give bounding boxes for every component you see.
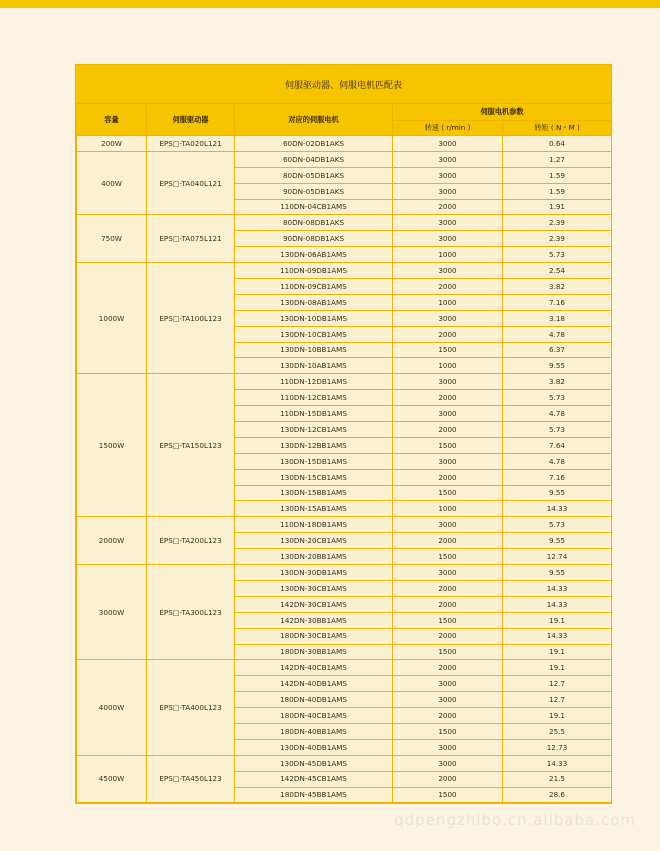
speed-cell: 3000 xyxy=(393,406,503,422)
motor-model-cell: 130DN-10DB1AMS xyxy=(235,310,393,326)
header-motor: 对应的伺服电机 xyxy=(235,104,393,136)
motor-model-cell: 110DN-04CB1AMS xyxy=(235,199,393,215)
speed-cell: 3000 xyxy=(393,692,503,708)
speed-cell: 2000 xyxy=(393,771,503,787)
speed-cell: 2000 xyxy=(393,326,503,342)
driver-cell: EPS□-TA400L123 xyxy=(147,660,235,755)
speed-cell: 2000 xyxy=(393,390,503,406)
speed-cell: 1500 xyxy=(393,485,503,501)
speed-cell: 3000 xyxy=(393,453,503,469)
motor-model-cell: 142DN-40CB1AMS xyxy=(235,660,393,676)
torque-cell: 19.1 xyxy=(503,708,612,724)
torque-cell: 19.1 xyxy=(503,660,612,676)
motor-model-cell: 142DN-45CB1AMS xyxy=(235,771,393,787)
table-title: 伺服驱动器、伺服电机匹配表 xyxy=(76,65,611,103)
speed-cell: 2000 xyxy=(393,422,503,438)
driver-cell: EPS□-TA100L123 xyxy=(147,263,235,374)
torque-cell: 9.55 xyxy=(503,565,612,581)
motor-model-cell: 80DN-08DB1AKS xyxy=(235,215,393,231)
motor-model-cell: 130DN-15DB1AMS xyxy=(235,453,393,469)
torque-cell: 21.5 xyxy=(503,771,612,787)
motor-model-cell: 142DN-30BB1AMS xyxy=(235,612,393,628)
speed-cell: 3000 xyxy=(393,151,503,167)
speed-cell: 3000 xyxy=(393,755,503,771)
speed-cell: 1000 xyxy=(393,247,503,263)
torque-cell: 9.55 xyxy=(503,485,612,501)
torque-cell: 19.1 xyxy=(503,612,612,628)
motor-model-cell: 80DN-05DB1AKS xyxy=(235,167,393,183)
speed-cell: 1500 xyxy=(393,644,503,660)
torque-cell: 7.16 xyxy=(503,469,612,485)
speed-cell: 2000 xyxy=(393,469,503,485)
motor-model-cell: 130DN-10CB1AMS xyxy=(235,326,393,342)
motor-model-cell: 130DN-20CB1AMS xyxy=(235,533,393,549)
motor-model-cell: 142DN-40DB1AMS xyxy=(235,676,393,692)
speed-cell: 1000 xyxy=(393,358,503,374)
capacity-cell: 1500W xyxy=(77,374,147,517)
speed-cell: 3000 xyxy=(393,167,503,183)
torque-cell: 12.73 xyxy=(503,739,612,755)
header-speed: 转速 ( r/min ) xyxy=(393,121,503,136)
torque-cell: 12.7 xyxy=(503,692,612,708)
capacity-cell: 2000W xyxy=(77,517,147,565)
speed-cell: 1500 xyxy=(393,549,503,565)
motor-model-cell: 180DN-40BB1AMS xyxy=(235,723,393,739)
speed-cell: 3000 xyxy=(393,565,503,581)
torque-cell: 3.82 xyxy=(503,374,612,390)
motor-model-cell: 130DN-06AB1AMS xyxy=(235,247,393,263)
capacity-cell: 4500W xyxy=(77,755,147,803)
table-body xyxy=(77,136,612,803)
motor-model-cell: 110DN-09CB1AMS xyxy=(235,279,393,295)
speed-cell: 1500 xyxy=(393,437,503,453)
speed-cell: 3000 xyxy=(393,183,503,199)
motor-model-cell: 180DN-40DB1AMS xyxy=(235,692,393,708)
speed-cell: 2000 xyxy=(393,660,503,676)
torque-cell: 25.5 xyxy=(503,723,612,739)
capacity-cell: 400W xyxy=(77,151,147,215)
top-band xyxy=(0,0,660,8)
speed-cell: 1500 xyxy=(393,723,503,739)
torque-cell: 7.64 xyxy=(503,437,612,453)
motor-model-cell: 130DN-12BB1AMS xyxy=(235,437,393,453)
torque-cell: 1.59 xyxy=(503,183,612,199)
driver-cell: EPS□-TA020L121 xyxy=(147,136,235,152)
motor-model-cell: 110DN-12CB1AMS xyxy=(235,390,393,406)
motor-model-cell: 180DN-30BB1AMS xyxy=(235,644,393,660)
motor-model-cell: 110DN-09DB1AMS xyxy=(235,263,393,279)
motor-model-cell: 60DN-04DB1AKS xyxy=(235,151,393,167)
torque-cell: 9.55 xyxy=(503,358,612,374)
torque-cell: 4.78 xyxy=(503,406,612,422)
driver-cell: EPS□-TA300L123 xyxy=(147,565,235,660)
torque-cell: 3.82 xyxy=(503,279,612,295)
motor-model-cell: 130DN-40DB1AMS xyxy=(235,739,393,755)
table-row xyxy=(77,374,612,390)
speed-cell: 1000 xyxy=(393,294,503,310)
motor-model-cell: 130DN-20BB1AMS xyxy=(235,549,393,565)
torque-cell: 5.73 xyxy=(503,517,612,533)
header-driver: 伺服驱动器 xyxy=(147,104,235,136)
speed-cell: 1000 xyxy=(393,501,503,517)
table-row xyxy=(77,565,612,581)
speed-cell: 3000 xyxy=(393,136,503,152)
table-row xyxy=(77,151,612,167)
speed-cell: 1500 xyxy=(393,342,503,358)
torque-cell: 12.74 xyxy=(503,549,612,565)
motor-model-cell: 90DN-08DB1AKS xyxy=(235,231,393,247)
motor-model-cell: 130DN-15AB1AMS xyxy=(235,501,393,517)
torque-cell: 4.78 xyxy=(503,453,612,469)
motor-model-cell: 130DN-08AB1AMS xyxy=(235,294,393,310)
torque-cell: 14.33 xyxy=(503,755,612,771)
header-params: 伺服电机参数 xyxy=(393,104,612,121)
torque-cell: 2.39 xyxy=(503,215,612,231)
motor-model-cell: 130DN-45DB1AMS xyxy=(235,755,393,771)
torque-cell: 14.33 xyxy=(503,580,612,596)
table-row xyxy=(77,517,612,533)
speed-cell: 2000 xyxy=(393,533,503,549)
table-row xyxy=(77,215,612,231)
speed-cell: 3000 xyxy=(393,263,503,279)
torque-cell: 19.1 xyxy=(503,644,612,660)
speed-cell: 3000 xyxy=(393,374,503,390)
table-row xyxy=(77,660,612,676)
speed-cell: 3000 xyxy=(393,739,503,755)
table-row xyxy=(77,136,612,152)
torque-cell: 14.33 xyxy=(503,596,612,612)
motor-model-cell: 130DN-12CB1AMS xyxy=(235,422,393,438)
speed-cell: 3000 xyxy=(393,517,503,533)
driver-cell: EPS□-TA040L121 xyxy=(147,151,235,215)
torque-cell: 1.27 xyxy=(503,151,612,167)
motor-model-cell: 130DN-10AB1AMS xyxy=(235,358,393,374)
motor-model-cell: 130DN-15BB1AMS xyxy=(235,485,393,501)
speed-cell: 2000 xyxy=(393,596,503,612)
speed-cell: 3000 xyxy=(393,676,503,692)
torque-cell: 28.6 xyxy=(503,787,612,803)
torque-cell: 14.33 xyxy=(503,628,612,644)
speed-cell: 2000 xyxy=(393,580,503,596)
motor-model-cell: 110DN-18DB1AMS xyxy=(235,517,393,533)
torque-cell: 14.33 xyxy=(503,501,612,517)
driver-cell: EPS□-TA450L123 xyxy=(147,755,235,803)
torque-cell: 2.54 xyxy=(503,263,612,279)
capacity-cell: 200W xyxy=(77,136,147,152)
torque-cell: 5.73 xyxy=(503,247,612,263)
capacity-cell: 3000W xyxy=(77,565,147,660)
capacity-cell: 750W xyxy=(77,215,147,263)
speed-cell: 3000 xyxy=(393,215,503,231)
capacity-cell: 1000W xyxy=(77,263,147,374)
watermark: qdpengzhibo.cn.alibaba.com xyxy=(394,811,636,829)
driver-cell: EPS□-TA200L123 xyxy=(147,517,235,565)
motor-model-cell: 180DN-45BB1AMS xyxy=(235,787,393,803)
torque-cell: 1.59 xyxy=(503,167,612,183)
motor-model-cell: 90DN-05DB1AKS xyxy=(235,183,393,199)
torque-cell: 12.7 xyxy=(503,676,612,692)
motor-model-cell: 60DN-02DB1AKS xyxy=(235,136,393,152)
header-capacity: 容量 xyxy=(77,104,147,136)
torque-cell: 7.16 xyxy=(503,294,612,310)
speed-cell: 2000 xyxy=(393,708,503,724)
torque-cell: 6.37 xyxy=(503,342,612,358)
speed-cell: 2000 xyxy=(393,628,503,644)
header-torque: 转矩 ( N・M ) xyxy=(503,121,612,136)
torque-cell: 9.55 xyxy=(503,533,612,549)
match-table-panel xyxy=(75,64,612,804)
motor-model-cell: 130DN-30DB1AMS xyxy=(235,565,393,581)
torque-cell: 5.73 xyxy=(503,390,612,406)
motor-model-cell: 180DN-40CB1AMS xyxy=(235,708,393,724)
torque-cell: 0.64 xyxy=(503,136,612,152)
torque-cell: 5.73 xyxy=(503,422,612,438)
speed-cell: 3000 xyxy=(393,231,503,247)
table-row xyxy=(77,755,612,771)
speed-cell: 2000 xyxy=(393,199,503,215)
motor-model-cell: 142DN-30CB1AMS xyxy=(235,596,393,612)
table-row xyxy=(77,263,612,279)
motor-model-cell: 180DN-30CB1AMS xyxy=(235,628,393,644)
motor-model-cell: 130DN-10BB1AMS xyxy=(235,342,393,358)
capacity-cell: 4000W xyxy=(77,660,147,755)
speed-cell: 1500 xyxy=(393,787,503,803)
speed-cell: 3000 xyxy=(393,310,503,326)
driver-cell: EPS□-TA150L123 xyxy=(147,374,235,517)
motor-model-cell: 130DN-15CB1AMS xyxy=(235,469,393,485)
speed-cell: 2000 xyxy=(393,279,503,295)
motor-model-cell: 110DN-12DB1AMS xyxy=(235,374,393,390)
torque-cell: 2.39 xyxy=(503,231,612,247)
torque-cell: 3.18 xyxy=(503,310,612,326)
speed-cell: 1500 xyxy=(393,612,503,628)
match-table xyxy=(76,103,612,803)
driver-cell: EPS□-TA075L121 xyxy=(147,215,235,263)
motor-model-cell: 110DN-15DB1AMS xyxy=(235,406,393,422)
torque-cell: 1.91 xyxy=(503,199,612,215)
torque-cell: 4.78 xyxy=(503,326,612,342)
motor-model-cell: 130DN-30CB1AMS xyxy=(235,580,393,596)
